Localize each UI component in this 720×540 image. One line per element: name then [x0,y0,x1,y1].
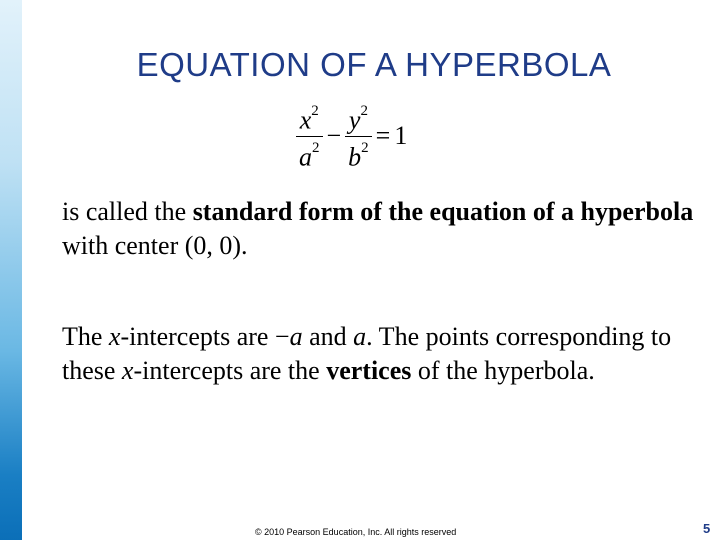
bold-term: vertices [326,356,412,385]
text-run: . The points corresponding to these [62,322,672,385]
text-run: with center (0, 0). [62,231,248,260]
exponent: 2 [311,103,319,119]
exponent: 2 [312,140,320,157]
exponent: 2 [361,140,369,157]
right-hand-side: 1 [394,121,408,151]
denominator-a: a [299,142,312,172]
text-run: The [62,322,109,351]
page-number: 5 [703,521,711,536]
text-run: is called the [62,197,193,226]
text-run: -intercepts are − [120,322,290,351]
equals-sign: = [375,121,391,151]
variable: x [121,356,134,385]
text-run: and [302,322,354,351]
text-run: of the hyperbola. [411,356,595,385]
variable: a [353,322,367,351]
copyright-footer: © 2010 Pearson Education, Inc. All rights reserved [255,527,457,537]
numerator-y: y [348,105,361,135]
minus-sign: − [326,121,342,151]
standard-form-paragraph [62,195,702,263]
text-run: -intercepts are the [133,356,327,385]
slide-title: EQUATION OF A HYPERBOLA [136,46,612,83]
fraction-y-over-b [345,100,372,173]
fraction-x-over-a [296,100,323,173]
bold-term: standard form of the equation of a hyperbola [192,197,694,226]
intercepts-paragraph [62,320,702,388]
denominator-b: b [348,142,362,172]
hyperbola-equation [296,100,407,173]
numerator-x: x [299,105,312,135]
variable: x [108,322,121,351]
variable: a [289,322,303,351]
exponent: 2 [360,103,368,119]
